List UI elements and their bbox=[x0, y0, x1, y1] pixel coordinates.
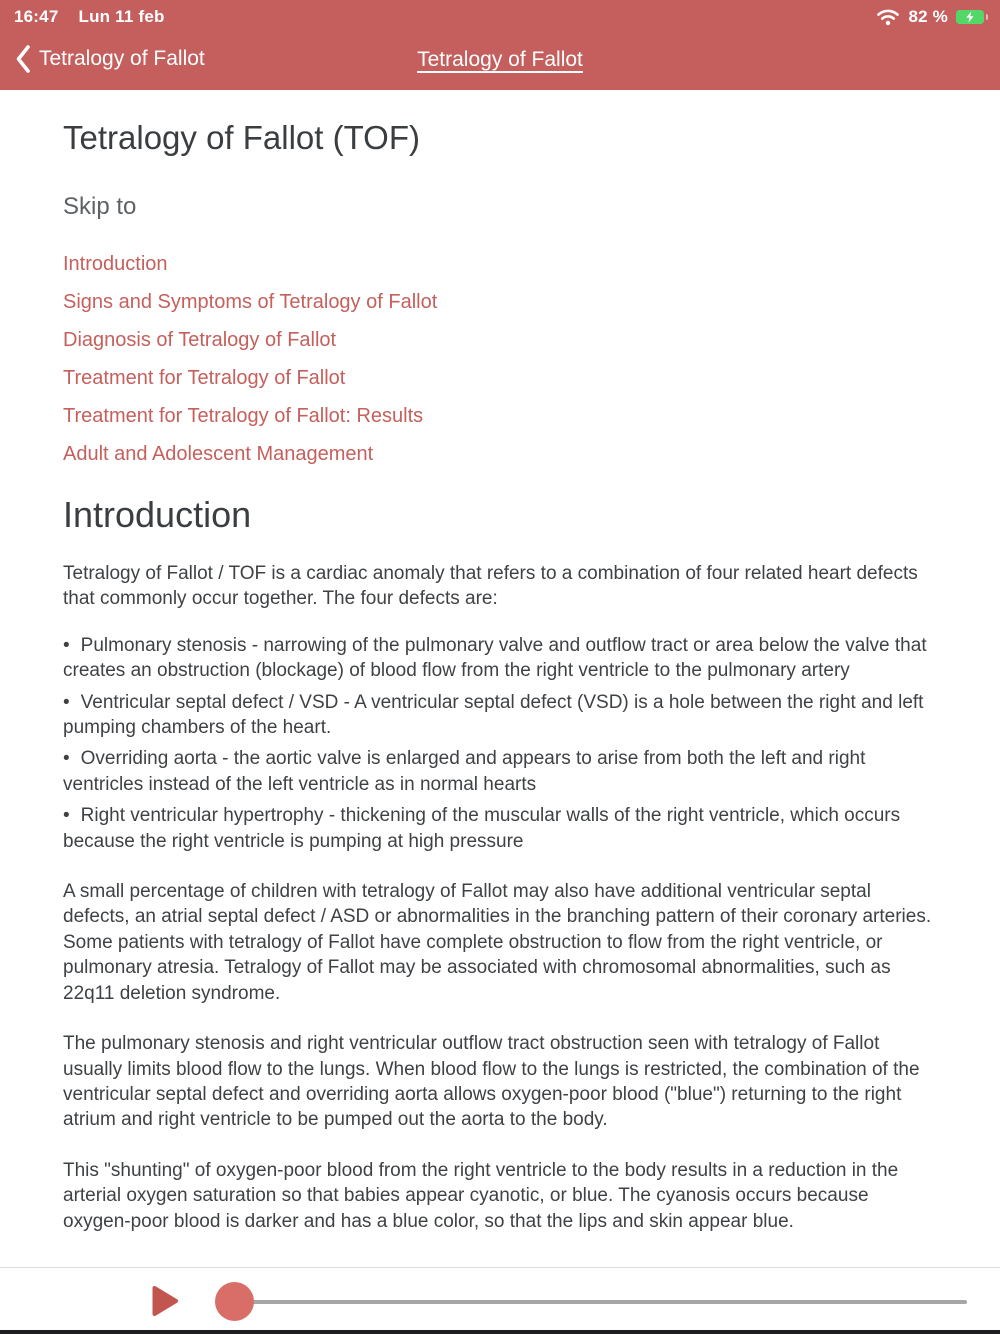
bullet-glyph: • bbox=[63, 805, 70, 827]
bullet-pulmonary-stenosis: • Pulmonary stenosis - narrowing of the pulmonary valve and outflow tract or area below the valve that creates an obstruction (blockage) of blood flow from the right ventricle to the pulmonary artery bbox=[63, 634, 927, 682]
bullet-right-ventricular-hypertrophy: • Right ventricular hypertrophy - thickening of the muscular walls of the right ventricle, which occurs because the right ventricle is pumping at high pressure bbox=[63, 805, 901, 852]
nav-title[interactable]: Tetralogy of Fallot bbox=[417, 48, 583, 71]
toc-link-treatment-results[interactable]: Treatment for Tetralogy of Fallot: Results bbox=[63, 405, 424, 427]
status-time: 16:47 bbox=[14, 7, 59, 26]
intro-paragraph-2: A small percentage of children with tetralogy of Fallot may also have additional ventricular septal defects, an atrial septal defect / ASD or abnormalities in the branching pattern of their coronary arteries. Some patients with tetralogy of Fallot have complete obstruction to flow from the right ventricle, or pulmonary atresia. Tetralogy of Fallot may be associated with chromosomal abnormalities, such as 22q11 deletion syndrome. bbox=[63, 881, 932, 1004]
bullet-ventricular-septal-defect: • Ventricular septal defect / VSD - A ventricular septal defect (VSD) is a hole between the right and left pumping chambers of the heart. bbox=[63, 691, 924, 739]
toc-link-adult-management[interactable]: Adult and Adolescent Management bbox=[63, 443, 374, 465]
play-button[interactable] bbox=[151, 1285, 179, 1317]
table-of-contents bbox=[63, 245, 937, 473]
battery-percent: 82 % bbox=[908, 7, 948, 26]
status-date: Lun 11 feb bbox=[78, 7, 165, 26]
intro-paragraph-3: The pulmonary stenosis and right ventricular outflow tract obstruction seen with tetralogy of Fallot usually limits blood flow to the lungs. When blood flow to the lungs is restricted, the combination of the ventricular septal defect and overriding aorta allows oxygen-poor blood ("blue") returning to the right atrium and right ventricle to be pumped out the aorta to the body. bbox=[63, 1033, 920, 1131]
battery-charging-icon bbox=[956, 10, 988, 24]
intro-paragraph-4: This "shunting" of oxygen-poor blood from the right ventricle to the body results in a reduction in the arterial oxygen saturation so that babies appear cyanotic, or blue. The cyanosis occurs because oxygen-poor blood is darker and has a blue color, so that the lips and skin appear blue. bbox=[63, 1159, 899, 1232]
skip-to-label: Skip to bbox=[63, 193, 137, 220]
toc-link-treatment[interactable]: Treatment for Tetralogy of Fallot bbox=[63, 367, 346, 389]
page-title: Tetralogy of Fallot (TOF) bbox=[63, 119, 420, 156]
header bbox=[0, 0, 1000, 90]
toc-link-diagnosis[interactable]: Diagnosis of Tetralogy of Fallot bbox=[63, 329, 337, 351]
audio-progress-track[interactable] bbox=[234, 1300, 967, 1304]
bullet-glyph: • bbox=[63, 748, 70, 770]
bullet-overriding-aorta: • Overriding aorta - the aortic valve is enlarged and appears to arise from both the left and right ventricles instead of the left ventricle as in normal hearts bbox=[63, 748, 866, 795]
toc-link-introduction[interactable]: Introduction bbox=[63, 253, 168, 275]
article-content bbox=[0, 90, 1000, 1267]
intro-paragraph-1: Tetralogy of Fallot / TOF is a cardiac anomaly that refers to a combination of four related heart defects that commonly occur together. The four defects are: bbox=[63, 563, 918, 610]
status-left bbox=[14, 7, 165, 27]
nav-bar bbox=[0, 34, 1000, 90]
audio-progress-knob[interactable] bbox=[215, 1282, 254, 1321]
bullet-glyph: • bbox=[63, 691, 70, 713]
bullet-glyph: • bbox=[63, 634, 70, 656]
status-right bbox=[876, 7, 988, 27]
back-button-label: Tetralogy of Fallot bbox=[39, 47, 205, 70]
audio-player-bar bbox=[0, 1268, 1000, 1330]
wifi-icon bbox=[876, 8, 900, 26]
toc-link-signs-symptoms[interactable]: Signs and Symptoms of Tetralogy of Fallot bbox=[63, 291, 438, 313]
defects-bullet-list bbox=[63, 633, 937, 854]
status-bar bbox=[14, 6, 988, 28]
section-heading-introduction: Introduction bbox=[63, 494, 252, 535]
screen-bottom-edge bbox=[0, 1330, 1000, 1334]
